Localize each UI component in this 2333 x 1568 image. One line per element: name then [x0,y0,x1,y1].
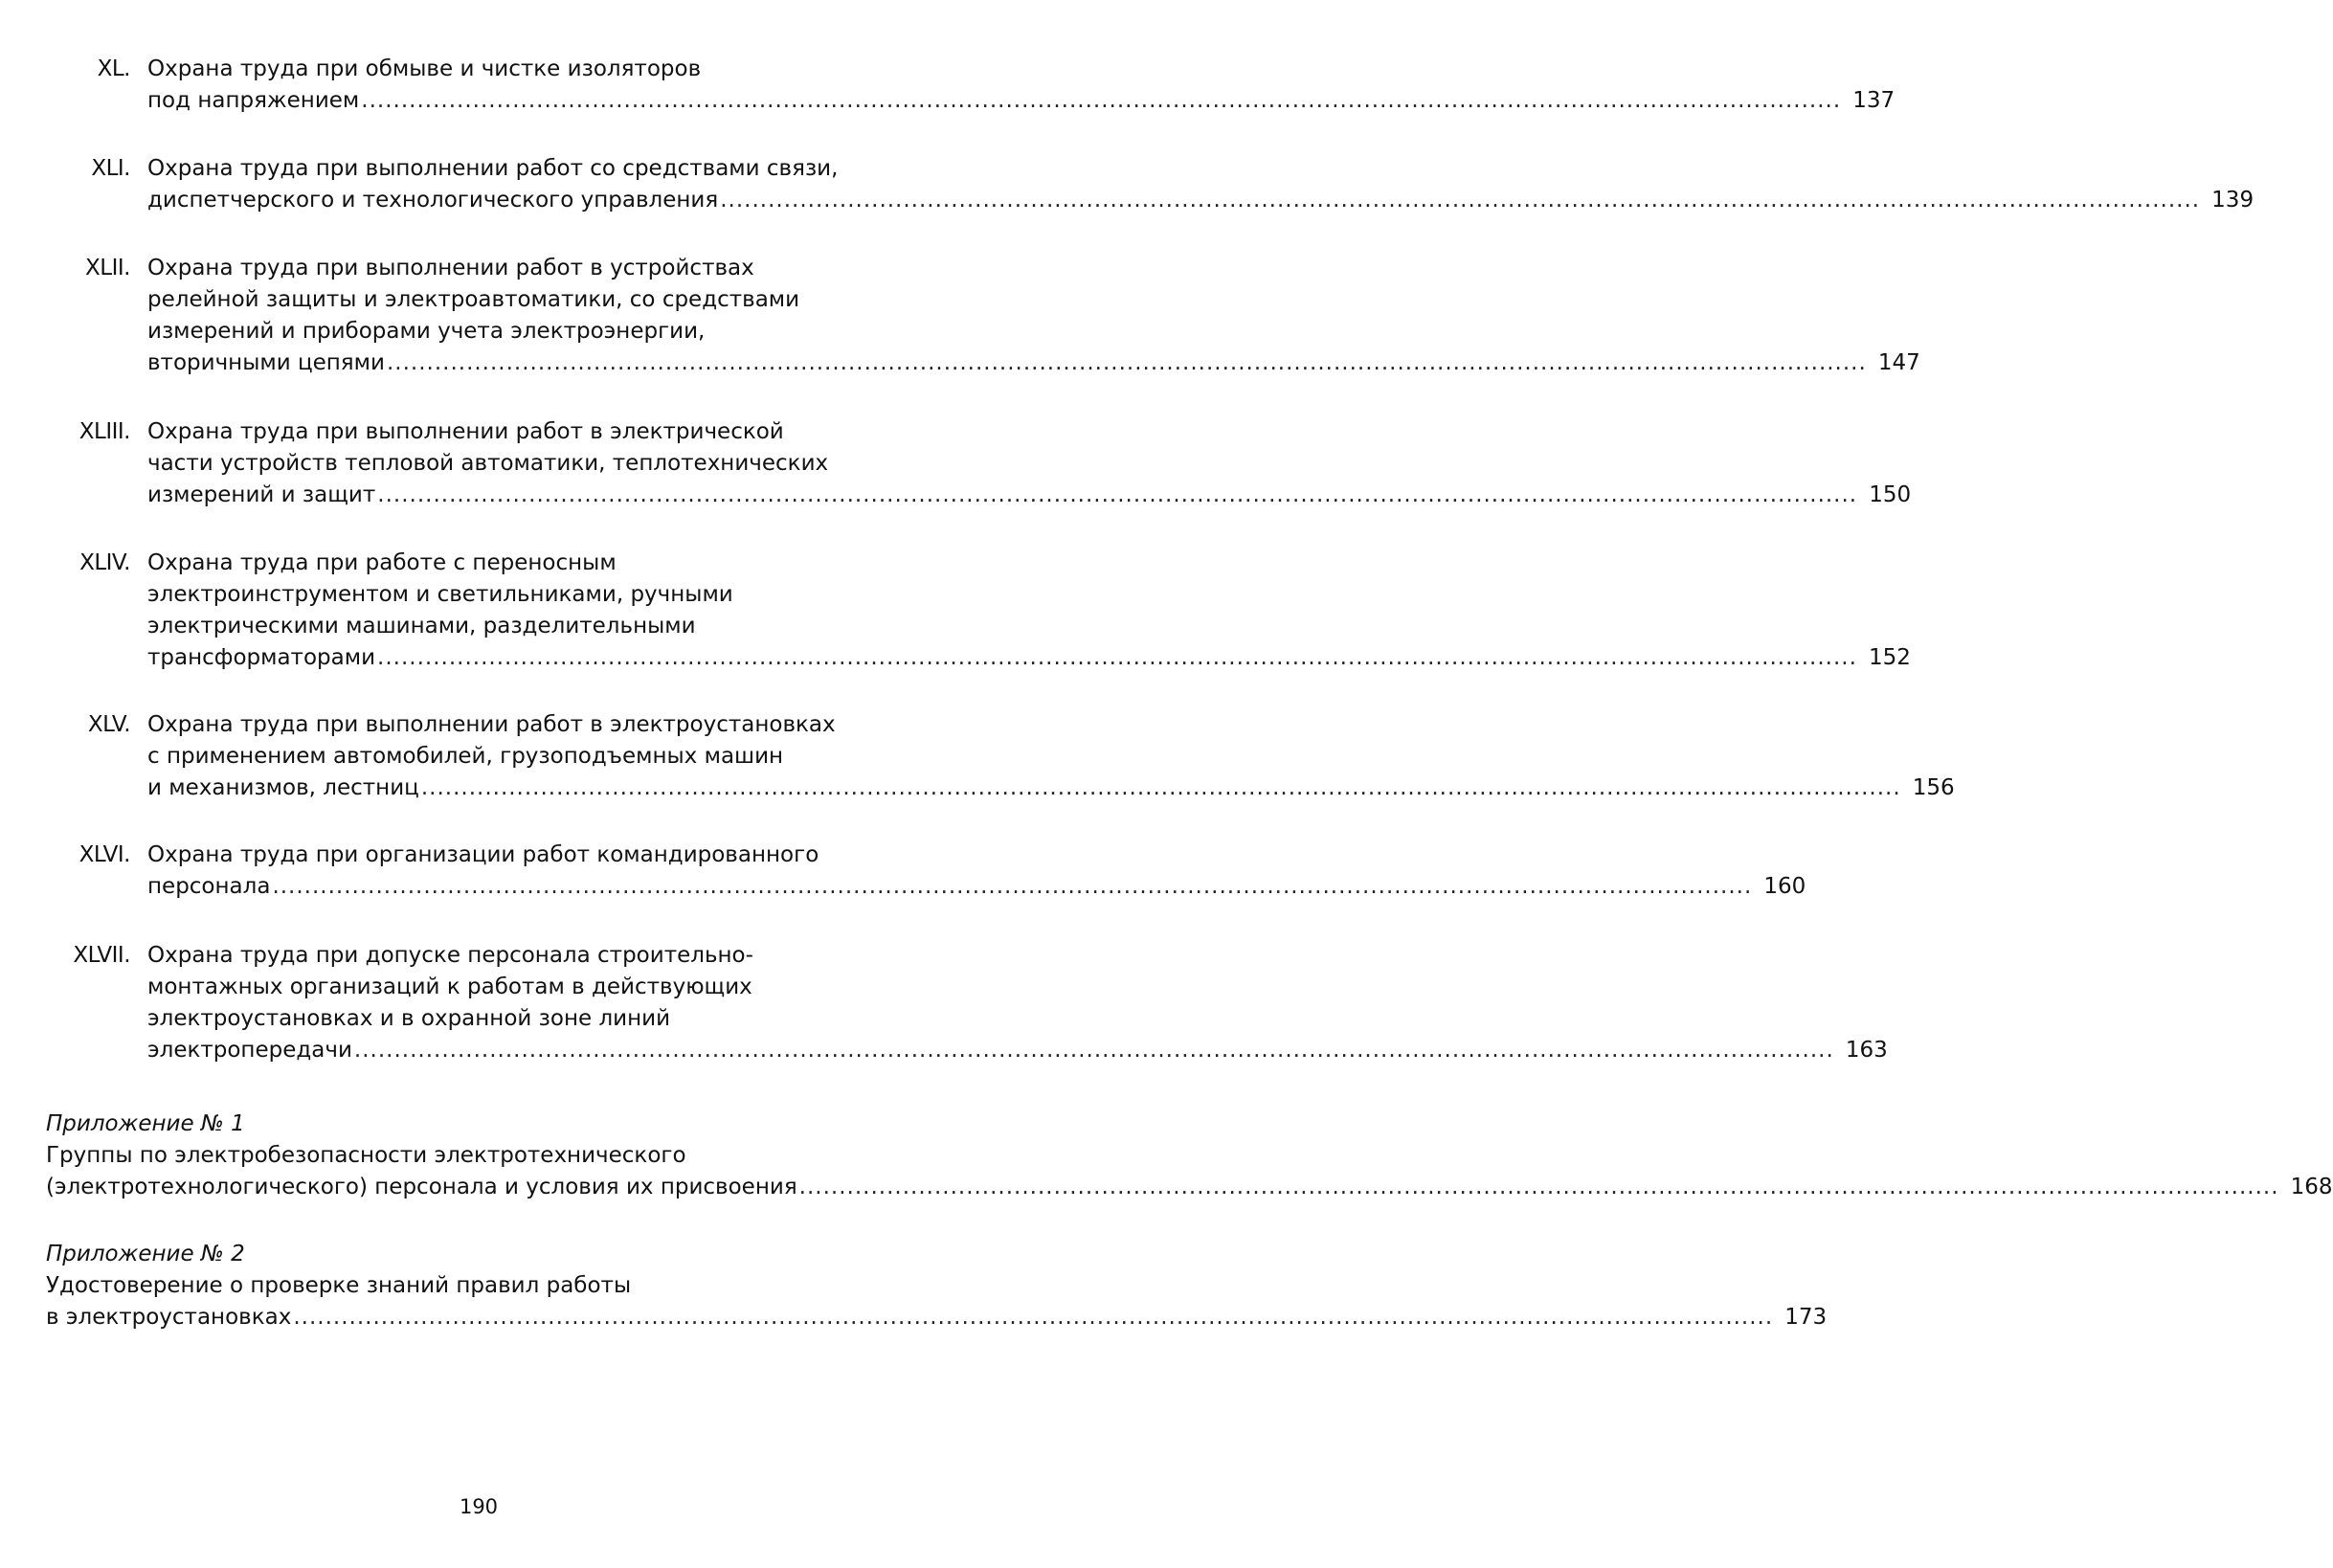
entry-title-line: персонала [147,874,271,899]
dot-leader: .......................................................................................................................................................................................... [377,645,1857,670]
appendix-label: Приложение № 1 [46,1111,245,1136]
appendix-title-line: в электроустановках [46,1305,292,1330]
entry-title-line: Охрана труда при выполнении работ со средствами связи, [147,156,839,181]
dot-leader: .......................................................................................................................................................................................... [361,88,1842,113]
dot-leader: .......................................................................................................................................................................................... [353,1038,1834,1063]
entry-title-line: Охрана труда при работе с переносным [147,550,617,575]
entry-page-number: 139 [2211,188,2254,213]
entry-title-line: электрическими машинами, разделительными [147,614,696,638]
entry-title-line: электроинструментом и светильниками, ручными [147,582,733,607]
entry-title-line: Охрана труда при выполнении работ в электрической [147,419,784,444]
toc-entry [38,940,1888,1066]
entry-page-number: 137 [1852,88,1896,113]
entry-title [147,840,1806,903]
toc-entry [38,709,1955,804]
toc-entry [38,54,1896,117]
dot-leader: .......................................................................................................................................................................................... [798,1175,2279,1199]
entry-number: XLV. [87,712,130,737]
page-folio: 190 [459,1495,499,1518]
entry-title-line: электроустановках и в охранной зоне линий [147,1006,671,1031]
toc-entry [38,416,1912,511]
dot-leader: .......................................................................................................................................................................................... [272,874,1753,899]
entry-page-number: 147 [1877,350,1920,375]
entry-title-line: релейной защиты и электроавтоматики, со средствами [147,287,800,312]
toc-entry [38,840,1806,903]
entry-title-line: и механизмов, лестниц [147,775,419,800]
entry-title-line: трансформаторами [147,645,376,670]
dot-leader: .......................................................................................................................................................................................... [420,775,1901,800]
appendix-page-number: 168 [2290,1175,2333,1199]
entry-title-line: Охрана труда при обмыве и чистке изоляторов [147,56,702,81]
entry-page-number: 152 [1868,645,1911,670]
entry-title-line: с применением автомобилей, грузоподъемных машин [147,744,784,769]
entry-number: XLIV. [79,550,130,575]
toc-entry [38,253,1920,379]
appendix-entry [46,1109,2333,1203]
appendix-entry [46,1239,1828,1333]
entry-page-number: 163 [1845,1038,1888,1063]
entry-page-number: 160 [1763,874,1806,899]
entry-title-line: вторичными цепями [147,350,385,375]
entry-title [147,416,1912,511]
entry-number: XL. [97,56,130,81]
entry-page-number: 156 [1912,775,1955,800]
appendix-title-line: Группы по электробезопасности электротехнического [46,1143,686,1168]
entry-title-line: диспетчерского и технологического управления [147,188,719,213]
entry-number: XLII. [85,256,130,280]
dot-leader: .......................................................................................................................................................................................... [386,350,1867,375]
entry-number: XLVII. [73,943,130,968]
entry-number: XLIII. [79,419,130,444]
entry-page-number: 150 [1869,482,1912,507]
entry-title [147,54,1896,117]
appendix-page-number: 173 [1784,1305,1828,1330]
entry-title-line: Охрана труда при организации работ командированного [147,842,819,867]
entry-title-line: измерений и защит [147,482,376,507]
toc-entry [38,548,1911,674]
entry-title-line: измерений и приборами учета электроэнергии, [147,319,706,344]
dot-leader: .......................................................................................................................................................................................... [293,1305,1774,1330]
entry-title-line: электропередачи [147,1038,352,1063]
entry-title-line: Охрана труда при допуске персонала строительно- [147,943,753,968]
dot-leader: .......................................................................................................................................................................................... [377,482,1858,507]
entry-title-line: под напряжением [147,88,360,113]
entry-title [147,940,1888,1066]
appendix-title-line: Удостоверение о проверке знаний правил работы [46,1273,632,1298]
entry-title-line: части устройств тепловой автоматики, теплотехнических [147,451,829,476]
entry-title [147,709,1955,804]
entry-title [147,548,1911,674]
dot-leader: .......................................................................................................................................................................................... [720,188,2201,213]
entry-number: XLI. [91,156,130,181]
appendix-title-line: (электротехнологического) персонала и условия их присвоения [46,1175,797,1199]
entry-title-line: Охрана труда при выполнении работ в устройствах [147,256,754,280]
entry-title-line: монтажных организаций к работам в действующих [147,974,752,999]
entry-title [147,253,1920,379]
entry-title [147,153,2254,216]
toc-entry [38,153,2254,216]
appendix-label: Приложение № 2 [46,1242,245,1266]
entry-title-line: Охрана труда при выполнении работ в электроустановках [147,712,836,737]
entry-number: XLVI. [79,842,130,867]
